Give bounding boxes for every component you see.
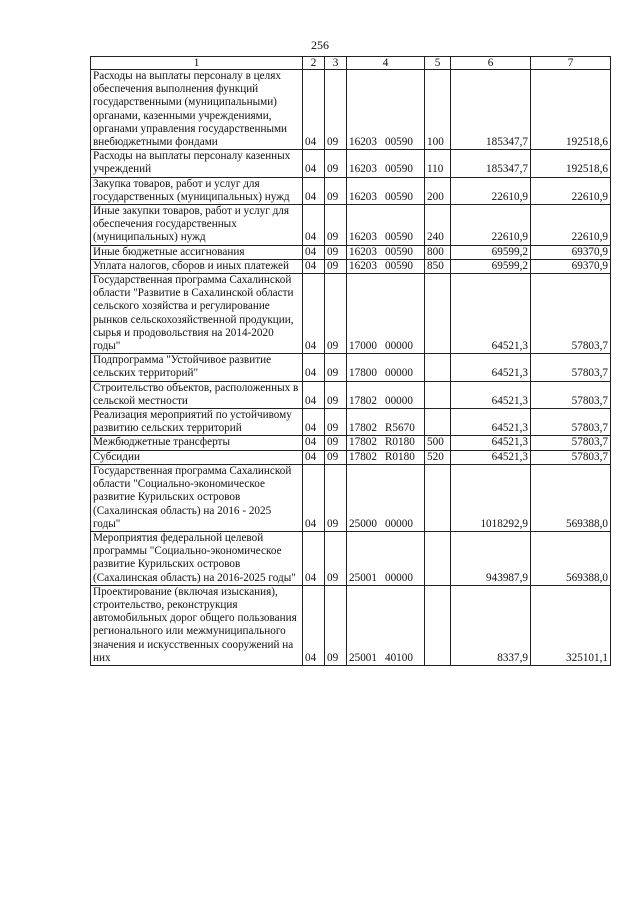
target-article-cell [347,205,425,246]
amount-col7-cell: 22610,9 [531,205,611,246]
subsection-code-cell: 09 [325,274,347,354]
amount-col7-cell: 57803,7 [531,409,611,436]
amount-col6-cell: 64521,3 [451,450,531,464]
amount-col7-cell: 192518,6 [531,70,611,150]
target-article-direction: R0180 [384,450,415,463]
target-article-cell [347,274,425,354]
table-row [91,177,611,204]
target-article-cell [347,531,425,585]
expense-type-cell [425,354,451,381]
row-name-cell: Мероприятия федеральной целевой программы "Социально-экономическое развитие Курильских островов (Сахалинская область) на 2016-2025 годы" [91,531,303,585]
table-row [91,531,611,585]
amount-col6-cell: 64521,3 [451,274,531,354]
expense-type-cell [425,585,451,665]
subsection-code-cell: 09 [325,450,347,464]
table-row [91,464,611,531]
amount-col6-cell: 64521,3 [451,381,531,408]
column-header: 6 [451,57,531,70]
target-article-cell [347,177,425,204]
target-article-cell [347,70,425,150]
section-code-cell: 04 [303,464,325,531]
target-article-direction: 00590 [384,259,413,272]
section-code-cell: 04 [303,585,325,665]
amount-col6-cell: 64521,3 [451,409,531,436]
section-code-cell: 04 [303,150,325,177]
section-code-cell: 04 [303,436,325,450]
amount-col6-cell: 69599,2 [451,259,531,273]
subsection-code-cell: 09 [325,464,347,531]
target-article-cell [347,450,425,464]
amount-col7-cell: 57803,7 [531,450,611,464]
row-name-cell: Иные закупки товаров, работ и услуг для обеспечения государственных (муниципальных) нужд [91,205,303,246]
target-article-cell [347,409,425,436]
target-article-direction: 00000 [384,340,413,353]
amount-col7-cell: 192518,6 [531,150,611,177]
table-row [91,259,611,273]
row-name-cell: Строительство объектов, расположенных в сельской местности [91,381,303,408]
amount-col6-cell: 22610,9 [451,205,531,246]
expense-type-cell: 800 [425,245,451,259]
target-article-direction: R0180 [384,436,415,449]
target-article-direction: R5670 [384,422,415,435]
header-row [91,57,611,70]
amount-col6-cell: 22610,9 [451,177,531,204]
expense-type-cell: 100 [425,70,451,150]
target-article-program: 17800 [349,367,377,380]
expense-type-cell [425,274,451,354]
subsection-code-cell: 09 [325,177,347,204]
row-name-cell: Межбюджетные трансферты [91,436,303,450]
section-code-cell: 04 [303,245,325,259]
target-article-program: 17802 [349,394,377,407]
target-article-program: 25001 [349,571,377,584]
amount-col6-cell: 185347,7 [451,150,531,177]
table-row [91,436,611,450]
column-header: 7 [531,57,611,70]
amount-col6-cell: 69599,2 [451,245,531,259]
column-header: 4 [347,57,425,70]
amount-col6-cell: 185347,7 [451,70,531,150]
expense-type-cell: 520 [425,450,451,464]
amount-col7-cell: 57803,7 [531,436,611,450]
section-code-cell: 04 [303,354,325,381]
expense-type-cell: 200 [425,177,451,204]
subsection-code-cell: 09 [325,259,347,273]
expense-type-cell [425,531,451,585]
subsection-code-cell: 09 [325,436,347,450]
section-code-cell: 04 [303,274,325,354]
target-article-program: 16203 [349,259,377,272]
target-article-cell [347,381,425,408]
table-row [91,274,611,354]
amount-col7-cell: 57803,7 [531,274,611,354]
amount-col7-cell: 69370,9 [531,245,611,259]
section-code-cell: 04 [303,259,325,273]
section-code-cell: 04 [303,177,325,204]
target-article-direction: 00000 [384,394,413,407]
expense-type-cell: 850 [425,259,451,273]
amount-col6-cell: 1018292,9 [451,464,531,531]
expense-type-cell: 500 [425,436,451,450]
target-article-direction: 00590 [384,231,413,244]
row-name-cell: Подпрограмма "Устойчивое развитие сельских территорий" [91,354,303,381]
page-number: 256 [311,38,329,52]
section-code-cell: 04 [303,70,325,150]
target-article-direction: 00000 [384,571,413,584]
target-article-program: 17802 [349,450,377,463]
row-name-cell: Проектирование (включая изыскания), строительство, реконструкция автомобильных дорог общего пользования регионального или межмуниципального значения и искусственных сооружений на них [91,585,303,665]
table-row [91,450,611,464]
amount-col6-cell: 64521,3 [451,436,531,450]
target-article-program: 16203 [349,190,377,203]
target-article-cell [347,150,425,177]
amount-col7-cell: 57803,7 [531,381,611,408]
subsection-code-cell: 09 [325,70,347,150]
section-code-cell: 04 [303,409,325,436]
subsection-code-cell: 09 [325,205,347,246]
target-article-program: 16203 [349,245,377,258]
amount-col7-cell: 57803,7 [531,354,611,381]
row-name-cell: Государственная программа Сахалинской области "Развитие в Сахалинской области сельского хозяйства и регулирование рынков сельскохозяйственной продукции, сырья и продовольствия на 2014-2020 годы" [91,274,303,354]
row-name-cell: Расходы на выплаты персоналу в целях обеспечения выполнения функций государственными (муниципальными) органами, казенными учреждениями, органами управления государственными внебюджетными фондами [91,70,303,150]
target-article-cell [347,436,425,450]
budget-table [90,56,611,666]
row-name-cell: Расходы на выплаты персоналу казенных учреждений [91,150,303,177]
column-header: 2 [303,57,325,70]
amount-col7-cell: 69370,9 [531,259,611,273]
table-row [91,245,611,259]
section-code-cell: 04 [303,450,325,464]
subsection-code-cell: 09 [325,354,347,381]
expense-type-cell [425,464,451,531]
subsection-code-cell: 09 [325,150,347,177]
table-row [91,585,611,665]
expense-type-cell [425,409,451,436]
amount-col6-cell: 943987,9 [451,531,531,585]
expense-type-cell: 110 [425,150,451,177]
table-row [91,409,611,436]
target-article-program: 17000 [349,340,377,353]
target-article-cell [347,259,425,273]
target-article-cell [347,464,425,531]
target-article-cell [347,245,425,259]
row-name-cell: Иные бюджетные ассигнования [91,245,303,259]
target-article-program: 25001 [349,651,377,664]
amount-col7-cell: 569388,0 [531,464,611,531]
column-header: 5 [425,57,451,70]
subsection-code-cell: 09 [325,381,347,408]
section-code-cell: 04 [303,531,325,585]
target-article-program: 17802 [349,422,377,435]
section-code-cell: 04 [303,381,325,408]
table-row [91,354,611,381]
row-name-cell: Государственная программа Сахалинской области "Социально-экономическое развитие Курильских островов (Сахалинская область) на 2016 - 2025 годы" [91,464,303,531]
target-article-direction: 40100 [384,651,413,664]
target-article-direction: 00590 [384,163,413,176]
target-article-cell [347,354,425,381]
subsection-code-cell: 09 [325,245,347,259]
column-header: 1 [91,57,303,70]
amount-col7-cell: 325101,1 [531,585,611,665]
table-row [91,150,611,177]
table-row [91,381,611,408]
target-article-cell [347,585,425,665]
target-article-direction: 00590 [384,245,413,258]
row-name-cell: Реализация мероприятий по устойчивому развитию сельских территорий [91,409,303,436]
row-name-cell: Закупка товаров, работ и услуг для государственных (муниципальных) нужд [91,177,303,204]
target-article-direction: 00000 [384,367,413,380]
amount-col7-cell: 22610,9 [531,177,611,204]
expense-type-cell [425,381,451,408]
amount-col6-cell: 8337,9 [451,585,531,665]
subsection-code-cell: 09 [325,585,347,665]
target-article-direction: 00590 [384,190,413,203]
target-article-direction: 00000 [384,517,413,530]
subsection-code-cell: 09 [325,409,347,436]
target-article-program: 16203 [349,136,377,149]
target-article-program: 16203 [349,163,377,176]
column-header: 3 [325,57,347,70]
target-article-program: 17802 [349,436,377,449]
subsection-code-cell: 09 [325,531,347,585]
expense-type-cell: 240 [425,205,451,246]
table-row [91,70,611,150]
row-name-cell: Субсидии [91,450,303,464]
section-code-cell: 04 [303,205,325,246]
table-row [91,205,611,246]
target-article-program: 25000 [349,517,377,530]
target-article-direction: 00590 [384,136,413,149]
amount-col6-cell: 64521,3 [451,354,531,381]
target-article-program: 16203 [349,231,377,244]
amount-col7-cell: 569388,0 [531,531,611,585]
row-name-cell: Уплата налогов, сборов и иных платежей [91,259,303,273]
